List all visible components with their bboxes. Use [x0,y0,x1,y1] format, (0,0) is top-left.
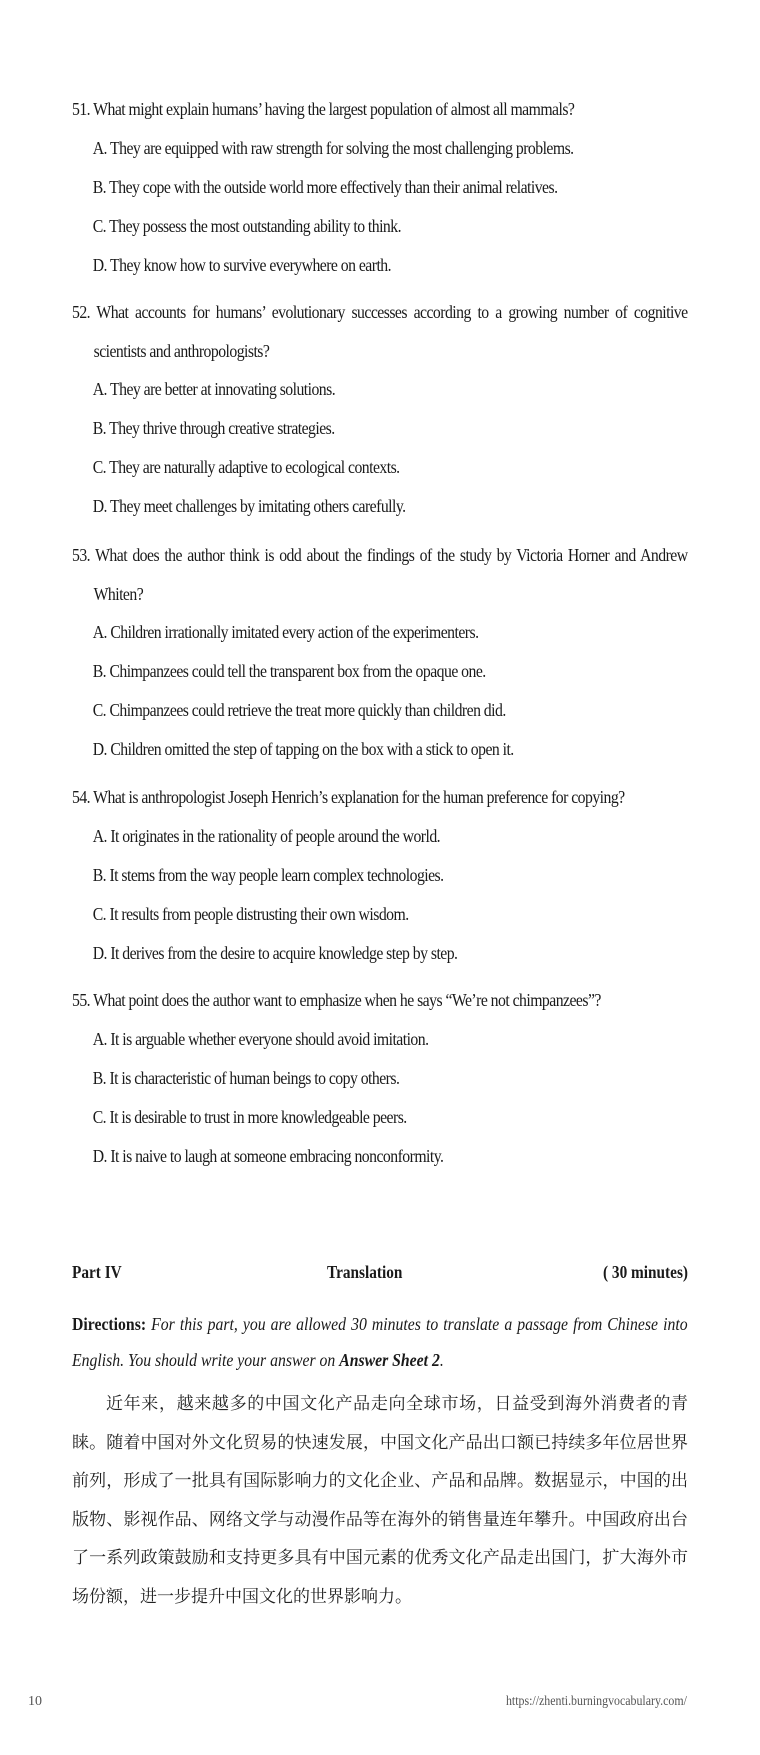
question-stem: 54. What is anthropologist Joseph Henrich’s explanation for the human preference for copying? [72,787,625,807]
option-b: B. They thrive through creative strategies. [92,418,335,438]
option-d: D. They meet challenges by imitating others carefully. [92,496,406,516]
option-d: D. It is naive to laugh at someone embracing nonconformity. [92,1145,444,1166]
option-c: C. Chimpanzees could retrieve the treat more quickly than children did. [92,700,506,720]
directions-text: For this part, you are allowed 30 minutes to translate a passage from Chinese into English. You should write your answer on [72,1314,688,1370]
part-number: Part IV [72,1262,122,1282]
part-title: Translation [327,1262,403,1282]
option-b: B. They cope with the outside world more effectively than their animal relatives. [92,176,558,197]
option-c: C. They are naturally adaptive to ecological contexts. [92,457,400,477]
directions [72,1306,688,1378]
option-c: C. It results from people distrusting their own wisdom. [92,903,409,924]
directions-label: Directions: [72,1314,147,1334]
question-stem: 55. What point does the author want to emphasize when he says “We’re not chimpanzees”? [72,990,601,1010]
option-a: A. It originates in the rationality of people around the world. [92,825,441,846]
answer-sheet-ref: Answer Sheet 2 [339,1350,440,1370]
option-c: C. They possess the most outstanding ability to think. [92,215,402,236]
option-b: B. It is characteristic of human beings to copy others. [92,1067,400,1088]
question-stem: 52. What accounts for humans’ evolutionary successes according to a growing number of cognitive scientists and anthropologists? [72,302,688,361]
part-header [72,1262,688,1292]
option-a: A. They are equipped with raw strength for solving the most challenging problems. [92,137,574,158]
footer-url: https://zhenti.burningvocabulary.com/ [506,1694,687,1709]
question-55 [72,981,688,1176]
option-d: D. They know how to survive everywhere on earth. [92,254,392,275]
translation-passage: 近年来，越来越多的中国文化产品走向全球市场，日益受到海外消费者的青睐。随着中国对外文化贸易的快速发展，中国文化产品出口额已持续多年位居世界前列，形成了一批具有国际影响力的文化企业、产品和品牌。数据显示，中国的出版物、影视作品、网络文学与动漫作品等在海外的销售量连年攀升。中国政府出台了一系列政策鼓励和支持更多具有中国元素的优秀文化产品走出国门，扩大海外市场份额，进一步提升中国文化的世界影响力。 [72,1394,688,1607]
option-d: D. Children omitted the step of tapping on the box with a stick to open it. [92,739,514,759]
option-a: A. They are better at innovating solutions. [92,379,336,399]
option-d: D. It derives from the desire to acquire knowledge step by step. [92,942,458,963]
question-54 [72,778,688,973]
question-53 [72,536,688,769]
page-number: 10 [28,1694,42,1709]
option-c: C. It is desirable to trust in more knowledgeable peers. [92,1106,407,1127]
option-b: B. It stems from the way people learn complex technologies. [92,864,444,885]
part-time-limit: ( 30 minutes) [603,1262,688,1282]
question-stem: 53. What does the author think is odd about the findings of the study by Victoria Horner and Andrew Whiten? [72,545,688,604]
option-b: B. Chimpanzees could tell the transparent box from the opaque one. [92,661,486,681]
question-stem: 51. What might explain humans’ having the largest population of almost all mammals? [72,99,575,119]
option-a: A. It is arguable whether everyone should avoid imitation. [92,1028,429,1049]
option-a: A. Children irrationally imitated every action of the experimenters. [92,622,479,642]
question-51 [72,90,688,285]
directions-end: . [439,1350,444,1370]
question-52 [72,293,688,526]
